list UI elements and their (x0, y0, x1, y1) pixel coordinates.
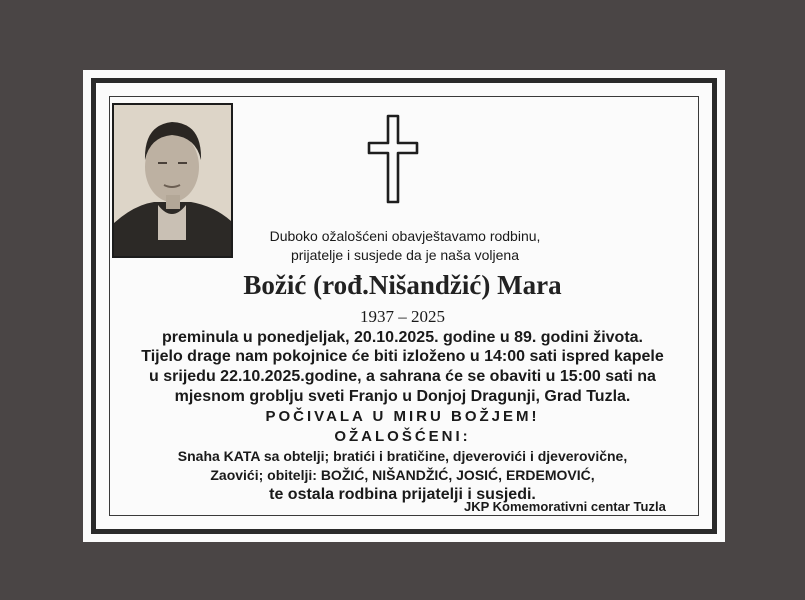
deceased-name: Božić (rođ.Nišandžić) Mara (243, 270, 562, 300)
intro-line-2: prijatelje i susjede da je naša voljena (290, 247, 520, 263)
cross-icon (366, 113, 420, 205)
mourners-heading: OŽALOŠĆENI: (334, 428, 471, 445)
organization-stamp: JKP Komemorativni centar Tuzla (464, 499, 666, 514)
rest-in-peace: POČIVALA U MIRU BOŽJEM! (265, 408, 540, 425)
body-line-1: preminula u ponedjeljak, 20.10.2025. godine u 89. godini života. (161, 329, 643, 346)
intro-line-1: Duboko ožalošćeni obavještavamo rodbinu, (269, 228, 541, 244)
body-line-4: mjesnom groblju sveti Franjo u Donjoj Dragunji, Grad Tuzla. (174, 388, 631, 405)
mourners-line-2: Zaovići; obitelji: BOŽIĆ, NIŠANDŽIĆ, JOSIĆ, ERDEMOVIĆ, (210, 467, 595, 483)
mourners-line-1: Snaha KATA sa obtelji; bratići i bratičine, djeverovići i djeverovične, (177, 448, 628, 464)
body-line-2: Tijelo drage nam pokojnice će biti izloženo u 14:00 sati ispred kapele (141, 348, 664, 365)
closing-line: te ostala rodbina prijatelji i susjedi. (269, 486, 536, 503)
body-line-3: u srijedu 22.10.2025.godine, a sahrana će se obaviti u 15:00 sati na (149, 368, 656, 385)
deceased-photo (112, 103, 233, 258)
life-years: 1937 – 2025 (360, 307, 445, 326)
